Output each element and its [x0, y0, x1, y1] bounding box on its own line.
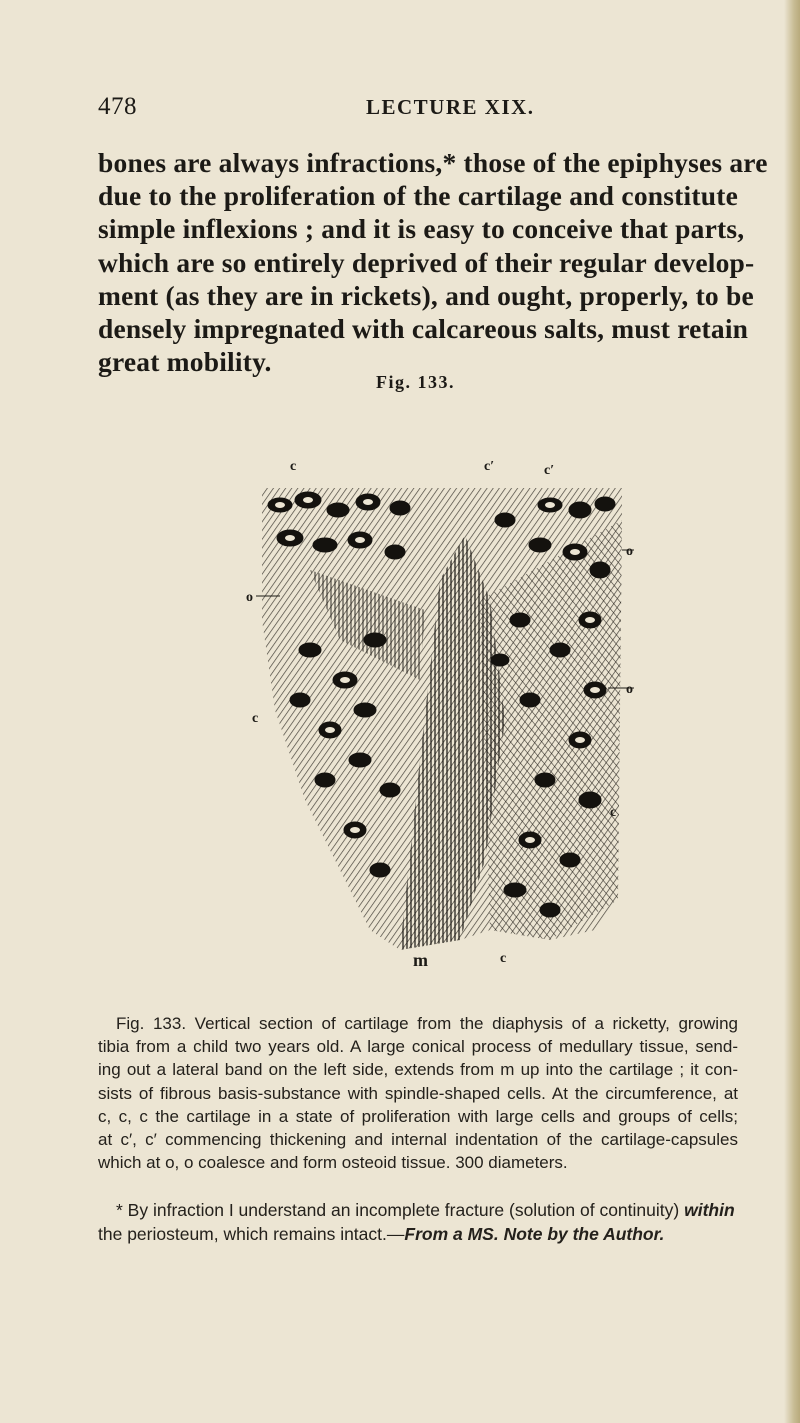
fig-letter-c-bottom: c [500, 951, 507, 966]
caption-line: tibia from a child two years old. A large conical process of medullary tissue, send- [98, 1037, 738, 1057]
footnote-attribution: From a MS. Note by the Author. [404, 1224, 665, 1244]
body-line: ment (as they are in rickets), and ought, properly, to be [98, 279, 754, 311]
fig-letter-c-top: c [290, 459, 297, 474]
body-line: great mobility. [98, 346, 272, 378]
fig-letter-c-left: c [252, 711, 259, 726]
page-number: 478 [98, 93, 137, 120]
fig-letter-o-right-mid: o [626, 682, 633, 697]
caption-line: c, c, c the cartilage in a state of proliferation with large cells and groups of cells; [98, 1106, 738, 1126]
header-title: LECTURE XIX. [366, 95, 535, 119]
footnote [98, 1198, 738, 1246]
body-line: due to the proliferation of the cartilage and constitute [98, 180, 738, 212]
fig-letter-o-right-top: o [626, 544, 633, 559]
caption-line: ing out a lateral band on the left side, extends from m up into the cartilage ; it con- [98, 1060, 738, 1080]
running-head [98, 93, 730, 133]
fig-letter-m-bottom: m [413, 950, 428, 970]
body-line: which are so entirely deprived of their regular develop- [98, 246, 755, 278]
caption-line: which at o, o coalesce and form osteoid tissue. 300 diameters. [98, 1153, 568, 1173]
body-line: bones are always infractions,* those of the epiphyses are [98, 147, 768, 178]
body-paragraph [98, 146, 768, 378]
body-line: densely impregnated with calcareous salts, must retain [98, 313, 749, 345]
cartilage-section-illustration [246, 459, 640, 1000]
caption-line: Fig. 133. Vertical section of cartilage from the diaphysis of a ricketty, growing [116, 1014, 738, 1033]
fig-letter-c-prime-2: c′ [544, 463, 555, 478]
footnote-text: * By infraction I understand an incomplete fracture (solution of continuity) [116, 1200, 680, 1220]
fig-letter-c-prime-1: c′ [484, 459, 495, 474]
figure-label: Fig. 133. [376, 372, 455, 392]
footnote-text: the periosteum, which remains intact.— [98, 1224, 405, 1244]
fig-letter-o-left: o [246, 590, 253, 605]
page-edge [784, 0, 800, 1423]
figure-caption [98, 1012, 738, 1174]
fig-letter-c-right: c [610, 805, 617, 820]
body-line: simple inflexions ; and it is easy to conceive that parts, [98, 213, 745, 245]
caption-line: sists of fibrous basis-substance with spindle-shaped cells. At the circumference, at [98, 1083, 738, 1103]
footnote-line [98, 1198, 738, 1222]
caption-line: at c′, c′ commencing thickening and internal indentation of the cartilage-capsules [98, 1130, 738, 1150]
footnote-emphasis: within [684, 1200, 735, 1220]
footnote-line [98, 1222, 738, 1246]
